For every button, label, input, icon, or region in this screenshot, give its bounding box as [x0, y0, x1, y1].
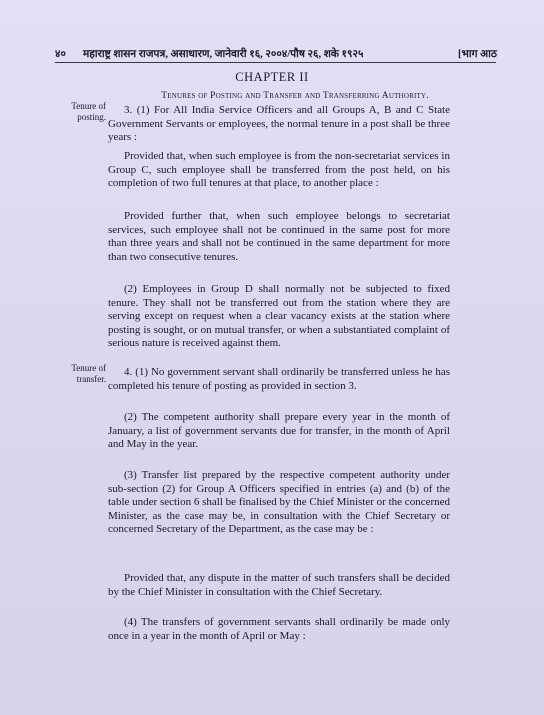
part-label: [भाग आठ [458, 49, 497, 60]
section-3-1: 3. (1) For All India Service Officers and all Groups A, B and C State Government Servants or employees, the normal tenure in a post shall be three years : [108, 104, 450, 144]
header-rule [55, 62, 496, 63]
section-4-3: (3) Transfer list prepared by the respective competent authority under sub-section (2) for Group A Officers specified in entries (a) and (b) of the table under section 6 shall be finalised by the Chief Minister or the concerned Minister, as the case may be, in consultation with the Chief Secretary or concerned Secretary of the Department, as the case may be : [108, 469, 450, 536]
section-4-4: (4) The transfers of government servants shall ordinarily be made only once in a year in the month of April or May : [108, 616, 450, 642]
side-note-line: transfer. [76, 373, 106, 384]
side-note-tenure-of-transfer [44, 363, 106, 384]
gazette-title: महाराष्ट्र शासन राजपत्र, असाधारण, जानेवारी १६, २००४/पौष २६, शके १९२५ [83, 49, 364, 60]
section-4-1: 4. (1) No government servant shall ordinarily be transferred unless he has completed his tenure of posting as provided in section 3. [108, 366, 450, 392]
section-3-proviso-2: Provided further that, when such employee belongs to secretariat services, such employee shall not be continued in the same post for more than three years and shall not be continued in the same department for more than two consecutive tenures. [108, 210, 450, 263]
side-note-line: Tenure of [71, 101, 106, 111]
side-note-tenure-of-posting [44, 101, 106, 122]
section-3-proviso-1: Provided that, when such employee is from the non-secretariat services in Group C, such employee shall be transferred from the post held, on his completion of two full tenures at that place, to another place : [108, 150, 450, 190]
side-note-line: posting. [77, 111, 106, 122]
chapter-subtitle: Tenures of Posting and Transfer and Transferring Authority. [161, 91, 429, 101]
page-number: ४० [55, 49, 66, 60]
chapter-title: CHAPTER II [235, 70, 309, 84]
side-note-line: Tenure of [71, 363, 106, 373]
section-3-2: (2) Employees in Group D shall normally not be subjected to fixed tenure. They shall not be transferred out from the station where they are serving except on request when a clear vacancy exists at the station where posting is sought, or on mutual transfer, or when a substantiated complaint of serious nature is received against them. [108, 283, 450, 350]
section-4-2: (2) The competent authority shall prepare every year in the month of January, a list of government servants due for transfer, in the month of April and May in the year. [108, 411, 450, 451]
section-4-proviso: Provided that, any dispute in the matter of such transfers shall be decided by the Chief Minister in consultation with the Chief Secretary. [108, 572, 450, 598]
